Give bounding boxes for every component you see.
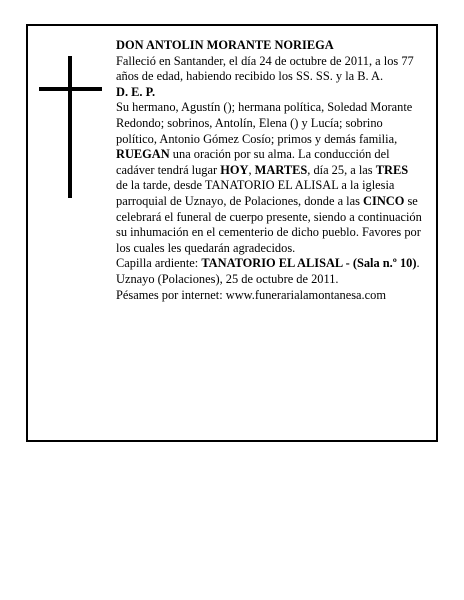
hoy-word: HOY [220,162,249,177]
funeral-text-1: una oración por su alma. La conducción del cadáver tendrá lugar [116,147,390,177]
obituary-notice [26,24,438,442]
funeral-text-2: , [248,162,255,177]
deceased-name: DON ANTOLIN MORANTE NORIEGA [116,38,334,52]
place-date: Uznayo (Polaciones), 25 de octubre de 2011. [116,271,339,286]
cross-icon [68,56,72,198]
chapel-value: TANATORIO EL ALISAL - (Sala n.º 10) [201,256,417,271]
funeral-text-5: se celebrará el funeral de cuerpo presente, siendo a continuación su inhumación en el cementerio de dicho pueblo. Favores por los cuales les quedarán agradecidos. [116,193,422,255]
condolences-line: Pésames por internet: www.funerarialamontanesa.com [116,287,386,302]
chapel-label: Capilla ardiente: [116,256,202,271]
rip-line: D. E. P. [116,84,156,99]
obituary-text [116,38,422,303]
chapel-line [116,256,422,272]
funeral-text-3: , día 25, a las [307,162,376,177]
martes-word: MARTES [254,162,308,177]
cinco-word: CINCO [363,193,405,208]
family-list: Su hermano, Agustín (); hermana política, Soledad Morante Redondo; sobrinos, Antolín, Elena () y Lucía; sobrino político, Antonio Gómez Cosío; primos y demás familia, [116,100,413,146]
ruegan-word: RUEGAN [116,147,170,162]
death-statement: Falleció en Santander, el día 24 de octubre de 2011, a los 77 años de edad, habiendo recibido los SS. SS. y la B. A. [116,53,414,84]
cross-icon-bar [39,87,102,91]
funeral-text-4: de la tarde, desde TANATORIO EL ALISAL a la iglesia parroquial de Uznayo, de Polaciones, donde a las [116,178,395,208]
funeral-details [116,147,422,256]
tres-word: TRES [375,162,409,177]
chapel-end: . [416,256,420,271]
